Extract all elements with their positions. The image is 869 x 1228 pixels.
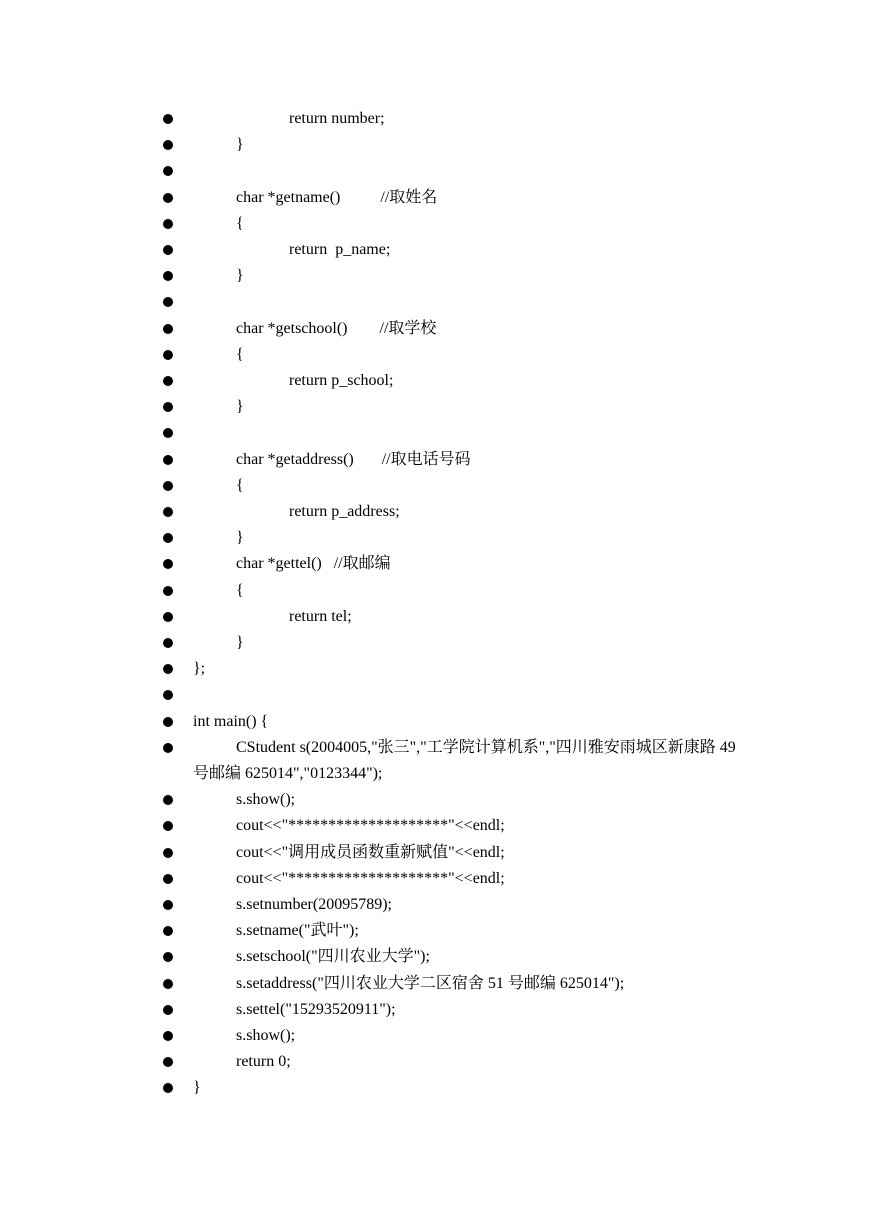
bullet-icon — [163, 271, 173, 281]
code-line — [0, 289, 869, 315]
bullet-icon — [163, 926, 173, 936]
code-text: return p_address; — [289, 503, 400, 520]
bullet-icon — [163, 664, 173, 674]
code-listing — [0, 106, 869, 1102]
code-line — [0, 420, 869, 446]
bullet-icon — [163, 140, 173, 150]
code-line — [0, 944, 869, 970]
code-line — [0, 473, 869, 499]
code-line — [0, 132, 869, 158]
code-text: } — [236, 136, 244, 154]
bullet-icon — [163, 795, 173, 805]
code-text: CStudent s(2004005,"张三","工学院计算机系","四川雅安雨城区新康路 49 号邮编 625014","0123344"); — [193, 738, 740, 783]
bullet-icon — [163, 219, 173, 229]
code-line — [0, 551, 869, 577]
code-text: }; — [193, 660, 206, 678]
bullet-icon — [163, 1005, 173, 1015]
code-line — [0, 499, 869, 525]
code-line — [0, 263, 869, 289]
bullet-icon — [163, 402, 173, 412]
bullet-icon — [163, 874, 173, 884]
bullet-icon — [163, 1057, 173, 1067]
code-line — [0, 447, 869, 473]
code-text: s.setschool("四川农业大学"); — [236, 948, 430, 966]
bullet-icon — [163, 455, 173, 465]
code-text: } — [236, 398, 244, 416]
code-line — [0, 892, 869, 918]
bullet-icon — [163, 979, 173, 989]
code-text: { — [236, 581, 244, 599]
bullet-icon — [163, 376, 173, 386]
bullet-icon — [163, 586, 173, 596]
bullet-icon — [163, 638, 173, 648]
bullet-icon — [163, 166, 173, 176]
bullet-icon — [163, 952, 173, 962]
code-line — [0, 813, 869, 839]
code-text: return number; — [289, 110, 385, 127]
code-line — [0, 158, 869, 184]
code-text: s.show(); — [236, 791, 296, 809]
code-line — [0, 578, 869, 604]
bullet-icon — [163, 717, 173, 727]
code-text: } — [193, 1079, 201, 1097]
code-text: cout<<"********************"<<endl; — [236, 869, 505, 887]
code-text: } — [236, 634, 244, 652]
code-text: return tel; — [289, 607, 352, 625]
code-line — [0, 1023, 869, 1049]
code-text: return 0; — [236, 1053, 291, 1071]
code-line — [0, 971, 869, 997]
code-text: return p_school; — [289, 372, 394, 389]
bullet-icon — [163, 324, 173, 334]
code-text: cout<<"调用成员函数重新赋值"<<endl; — [236, 843, 505, 861]
bullet-icon — [163, 533, 173, 543]
code-line — [0, 787, 869, 813]
bullet-icon — [163, 428, 173, 438]
code-text: s.show(); — [236, 1027, 296, 1045]
code-line — [0, 709, 869, 735]
bullet-icon — [163, 1031, 173, 1041]
code-text: s.setname("武叶"); — [236, 922, 359, 940]
code-line — [0, 211, 869, 237]
bullet-icon — [163, 481, 173, 491]
code-text: char *getschool() //取学校 — [236, 319, 437, 337]
bullet-icon — [163, 507, 173, 517]
code-line — [0, 997, 869, 1023]
code-line — [0, 316, 869, 342]
bullet-icon — [163, 1083, 173, 1093]
bullet-icon — [163, 245, 173, 255]
bullet-icon — [163, 350, 173, 360]
code-line — [0, 106, 869, 132]
code-text: char *getname() //取姓名 — [236, 188, 438, 206]
code-text: { — [236, 345, 244, 363]
code-text: char *getaddress() //取电话号码 — [236, 450, 471, 468]
bullet-icon — [163, 612, 173, 622]
bullet-icon — [163, 297, 173, 307]
code-line — [0, 342, 869, 368]
code-line — [0, 604, 869, 630]
code-line — [0, 525, 869, 551]
code-line — [0, 1049, 869, 1075]
code-text: } — [236, 267, 244, 285]
code-text: } — [236, 529, 244, 547]
code-text: s.setaddress("四川农业大学二区宿舍 51 号邮编 625014"); — [236, 974, 625, 992]
code-line — [0, 1075, 869, 1101]
code-text: s.setnumber(20095789); — [236, 896, 392, 914]
code-text: int main() { — [193, 712, 269, 730]
code-text: { — [236, 214, 244, 232]
code-line — [0, 237, 869, 263]
bullet-icon — [163, 848, 173, 858]
code-line — [0, 682, 869, 708]
code-line — [0, 368, 869, 394]
bullet-icon — [163, 559, 173, 569]
bullet-icon — [163, 193, 173, 203]
code-text: cout<<"********************"<<endl; — [236, 817, 505, 835]
code-line — [0, 735, 869, 787]
code-text: s.settel("15293520911"); — [236, 1000, 396, 1018]
code-line — [0, 866, 869, 892]
bullet-icon — [163, 690, 173, 700]
code-text: { — [236, 476, 244, 494]
bullet-icon — [163, 114, 173, 124]
bullet-icon — [163, 743, 173, 753]
code-line — [0, 630, 869, 656]
code-line — [0, 185, 869, 211]
code-text: char *gettel() //取邮编 — [236, 555, 391, 573]
bullet-icon — [163, 900, 173, 910]
code-line — [0, 656, 869, 682]
code-text: return p_name; — [289, 241, 391, 258]
bullet-icon — [163, 821, 173, 831]
code-line — [0, 840, 869, 866]
code-line — [0, 918, 869, 944]
code-line — [0, 394, 869, 420]
